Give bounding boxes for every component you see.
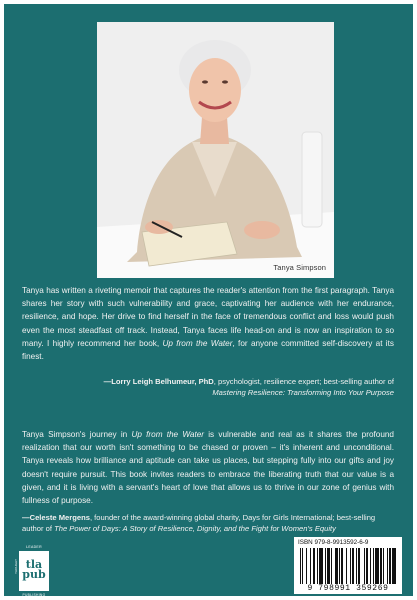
barcode-bars [300,548,396,584]
endorsement-2-attribution: —Celeste Mergens, founder of the award-winning global charity, Days for Girls International; best-selling author of The Power of Days: A Story of Resilience, Dignity, and the Fight for Women's Equity [22,513,376,533]
endorsement-2-author-book: The Power of Days: A Story of Resilience, Dignity, and the Fight for Women's Equity [54,524,336,533]
endorsement-2-author: —Celeste Mergens [22,513,90,522]
endorsement-2-text: Tanya Simpson's journey in Up from the Water is vulnerable and real as it shares the profound realization that our worth isn't something to be chased or proven – it's inherent and unconditional. Tanya reveals how brilliance and aptitude can take us places, but stepping fully into our gifts and joy doesn't require pursuit. This book invites readers to embrace the liberating truth that our value is a given, and it is living with a servant's heart of love that allows us to thrive in our zone of genius with fullness of purpose. [22,430,394,506]
isbn-number: ISBN 979-8-9913592-6-9 [298,539,369,546]
publisher-mark: tla pub [22,558,46,581]
ean-digits: 9 798991 359269 [307,584,389,593]
author-portrait-illustration [97,22,334,278]
endorsement-1-text: Tanya has written a riveting memoir that captures the reader's attention from the first paragraph. Tanya shares her story with such vulnerability and grace, captivating her audience with her endurance, resilience, and hope. Her drive to find herself in the face of tremendous conflict and loss would push even the most steadfast off track. Instead, Tanya faces life head-on and is now an inspiration to so many. I highly recommend her book, Up from the Water, for anyone committed self-discovery at its finest. [22,286,394,362]
isbn-barcode [294,537,402,594]
photo-caption: Tanya Simpson [273,263,326,272]
endorsement-1-author-book: Mastering Resilience: Transforming Into Your Purpose [212,388,394,397]
endorsement-2-book-title: Up from the Water [131,430,205,439]
endorsement-1-attribution: —Lorry Leigh Belhumeur, PhD, psychologist, resilience expert; best-selling author of Mastering Resilience: Transforming Into Your Purpose [103,377,394,397]
endorsement-1-author: —Lorry Leigh Belhumeur, PhD [103,377,214,386]
endorsement-1-book-title: Up from the Water [162,338,233,348]
author-photo [97,22,334,278]
back-cover [4,4,413,596]
publisher-logo: LEADER THOUGHT tla pub PUBLISHING [19,551,49,591]
barcode-stripe [392,548,395,584]
